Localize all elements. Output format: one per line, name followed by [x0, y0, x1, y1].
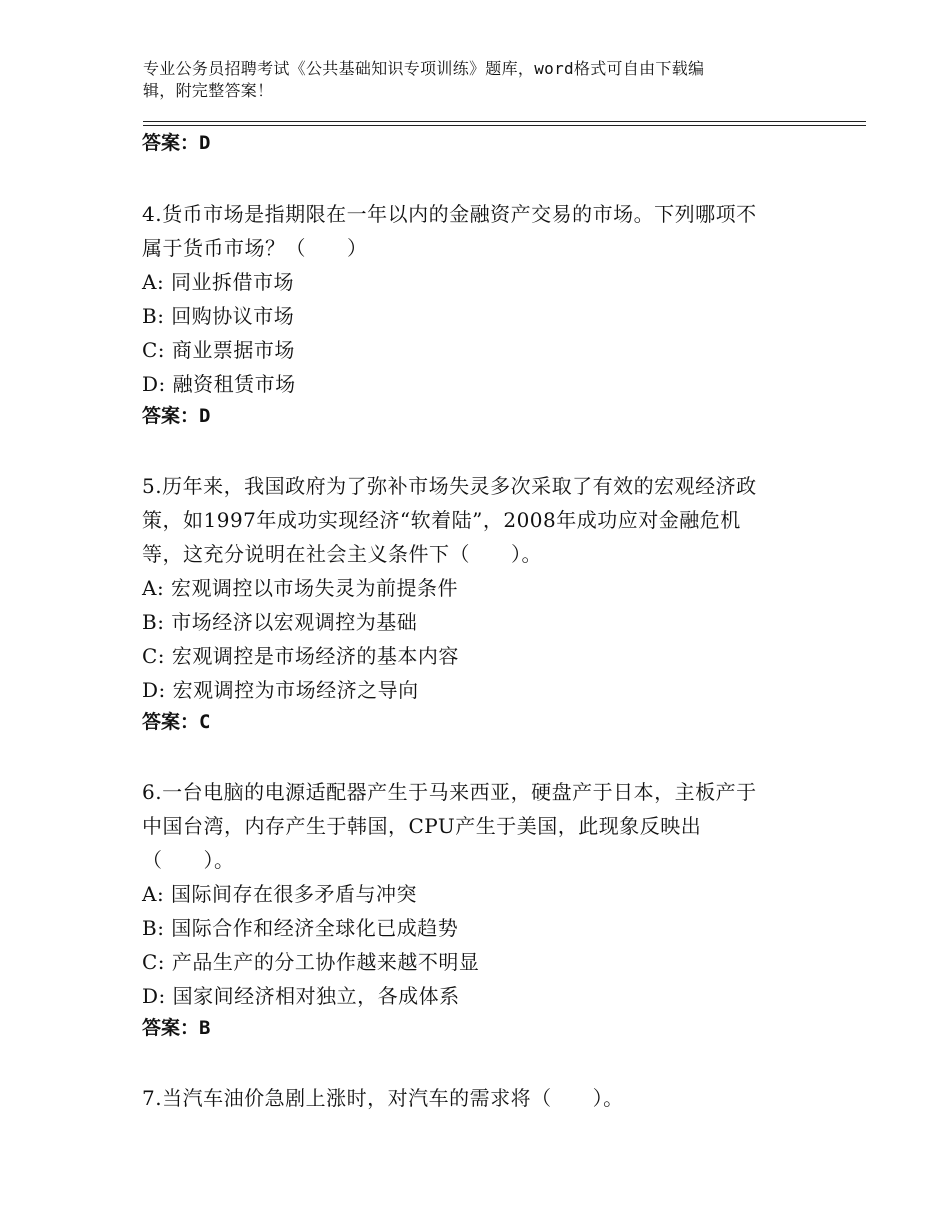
question-7 [142, 1081, 832, 1115]
option-b: B: 国际合作和经济全球化已成趋势 [142, 916, 459, 940]
header-divider [143, 121, 866, 126]
option-a: A: 同业拆借市场 [142, 270, 295, 294]
question-text-line: 6.一台电脑的电源适配器产生于马来西亚，硬盘产于日本，主板产于 [142, 780, 757, 804]
header-line-2: 辑，附完整答案！ [143, 81, 274, 100]
answer-label: 答案：D [142, 405, 211, 427]
header-line-1: 专业公务员招聘考试《公共基础知识专项训练》题库，word格式可自由下载编 [143, 59, 705, 78]
option-d: D: 融资租赁市场 [142, 372, 296, 396]
question-4 [142, 197, 832, 401]
question-text-line: 5.历年来，我国政府为了弥补市场失灵多次采取了有效的宏观经济政 [142, 474, 757, 498]
question-text-line: 7.当汽车油价急剧上涨时，对汽车的需求将（ ）。 [142, 1086, 624, 1110]
question-list [142, 128, 832, 1115]
question-text-line: 4.货币市场是指期限在一年以内的金融资产交易的市场。下列哪项不 [142, 202, 757, 226]
answer-label: 答案：D [142, 132, 211, 154]
option-a: A: 国际间存在很多矛盾与冲突 [142, 882, 418, 906]
option-a: A: 宏观调控以市场失灵为前提条件 [142, 576, 459, 600]
question-text-line: 等，这充分说明在社会主义条件下（ ）。 [142, 542, 542, 566]
answer-label: 答案：B [142, 1017, 211, 1039]
option-d: D: 宏观调控为市场经济之导向 [142, 678, 419, 702]
question-text-line: （ ）。 [142, 848, 235, 872]
answer-label: 答案：C [142, 711, 211, 733]
document-header [143, 58, 783, 102]
question-text-line: 属于货币市场？（ ） [142, 236, 368, 260]
question-6 [142, 775, 832, 1013]
option-c: C: 宏观调控是市场经济的基本内容 [142, 644, 459, 668]
option-b: B: 市场经济以宏观调控为基础 [142, 610, 418, 634]
option-d: D: 国家间经济相对独立，各成体系 [142, 984, 460, 1008]
question-5 [142, 469, 832, 707]
question-text-line: 中国台湾，内存产生于韩国，CPU产生于美国，此现象反映出 [142, 814, 702, 838]
question-text-line: 策，如1997年成功实现经济“软着陆”，2008年成功应对金融危机 [142, 508, 741, 532]
option-c: C: 商业票据市场 [142, 338, 295, 362]
option-c: C: 产品生产的分工协作越来越不明显 [142, 950, 480, 974]
option-b: B: 回购协议市场 [142, 304, 295, 328]
